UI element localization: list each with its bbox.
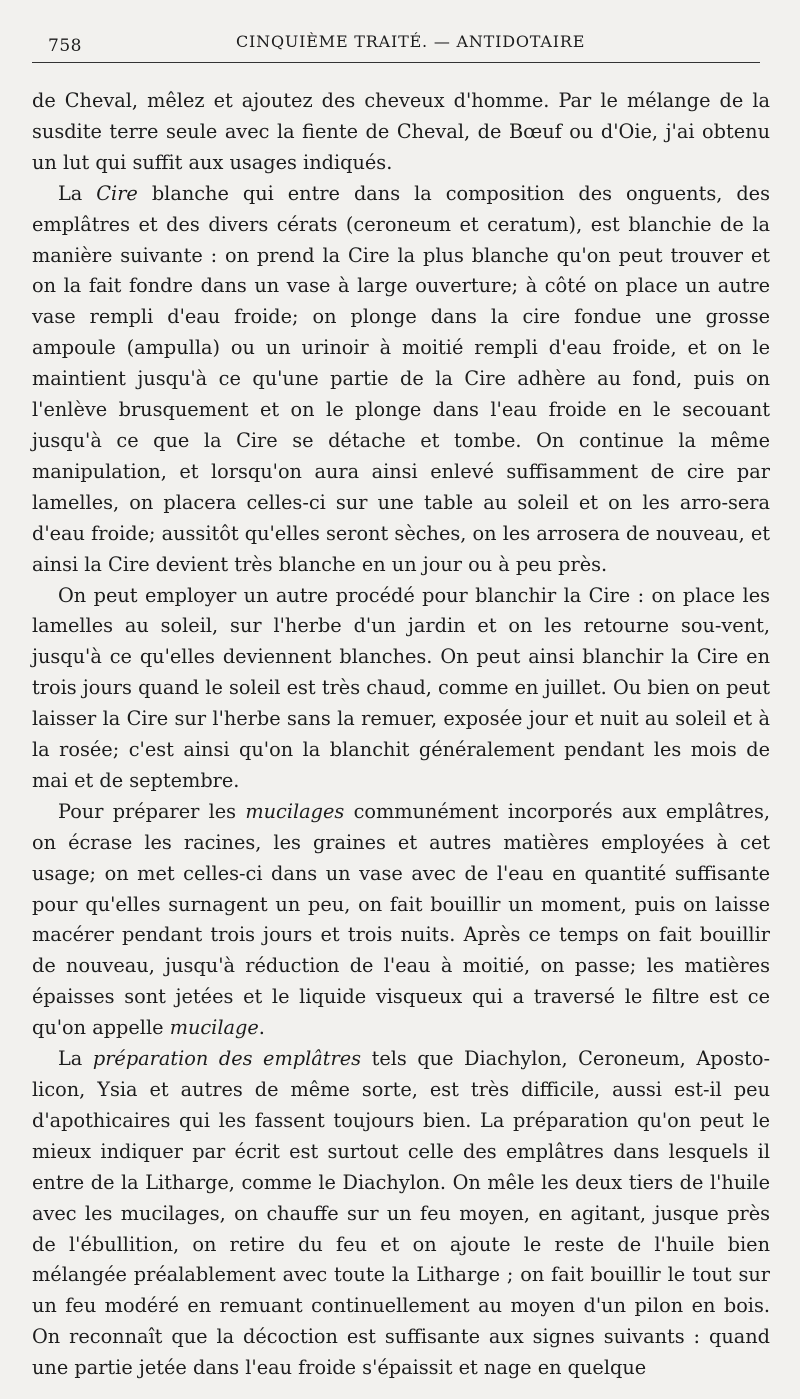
paragraph <box>32 581 770 797</box>
paragraph-text: Pour préparer les <box>58 799 246 823</box>
body-text <box>32 86 770 1384</box>
paragraph <box>32 797 770 1044</box>
page-header <box>32 26 758 58</box>
italic-term: Cire <box>96 181 138 205</box>
page-number: 758 <box>48 36 82 56</box>
running-title: CINQUIÈME TRAITÉ. — ANTIDOTAIRE <box>236 32 586 51</box>
paragraph <box>32 179 770 581</box>
paragraph-text: La <box>58 1047 93 1071</box>
paragraph-text: de Cheval, mêlez et ajoutez des cheveux d'homme. Par le mélange de la susdite terre seule avec la fiente de Cheval, de Bœuf ou d'Oie, j'ai obtenu un lut qui suffit aux usages indiqués. <box>32 89 770 174</box>
paragraph-text: . <box>258 1016 265 1040</box>
paragraph-text: blanche qui entre dans la composition des onguents, des emplâtres et des divers cérats (ceroneum et ceratum), est blanchie de la manière suivante : on prend la Cire la plus blanche qu'on peut trouver et on la fait fondre dans un vase à large ouverture; à côté on place un autre vase rempli d'eau froide; on plonge dans la cire fondue une grosse ampoule (ampulla) ou un urinoir à moitié rempli d'eau froide, et on le maintient jusqu'à ce qu'une partie de la Cire adhère au fond, puis on l'enlève brusquement et on le plonge dans l'eau froide en le secouant jusqu'à ce que la Cire se détache et tombe. On continue la même manipulation, et lorsqu'on aura ainsi enlevé suffisamment de cire par lamelles, on placera celles-ci sur une table au soleil et on les arro-sera d'eau froide; aussitôt qu'elles seront sèches, on les arrosera de nouveau, et ainsi la Cire devient très blanche en un jour ou à peu près. <box>32 181 770 576</box>
paragraph-text: tels que Diachylon, Ceroneum, Aposto-licon, Ysia et autres de même sorte, est très difficile, aussi est-il peu d'apothicaires qui les fassent toujours bien. La préparation qu'on peut le mieux indiquer par écrit est surtout celle des emplâtres dans lesquels il entre de la Litharge, comme le Diachylon. On mêle les deux tiers de l'huile avec les mucilages, on chauffe sur un feu moyen, en agitant, jusque près de l'ébullition, on retire du feu et on ajoute le reste de l'huile bien mélangée préalablement avec toute la Litharge ; on fait bouillir le tout sur un feu modéré en remuant continuellement au moyen d'un pilon en bois. On reconnaît que la décoction est suffisante aux signes suivants : quand une partie jetée dans l'eau froide s'épaissit et nage en quelque <box>32 1047 770 1380</box>
header-rule <box>32 62 760 63</box>
paragraph-text: On peut employer un autre procédé pour blanchir la Cire : on place les lamelles au soleil, sur l'herbe d'un jardin et on les retourne sou-vent, jusqu'à ce qu'elles deviennent blanches. On peut ainsi blanchir la Cire en trois jours quand le soleil est très chaud, comme en juillet. Ou bien on peut laisser la Cire sur l'herbe sans la remuer, exposée jour et nuit au soleil et à la rosée; c'est ainsi qu'on la blanchit généralement pendant les mois de mai et de septembre. <box>32 583 770 792</box>
paragraph-text: La <box>58 181 97 205</box>
italic-term: mucilage <box>169 1016 259 1040</box>
paragraph-text: communément incorporés aux emplâtres, on écrase les racines, les graines et autres matières employées à cet usage; on met celles-ci dans un vase avec de l'eau en quantité suffisante pour qu'elles surnagent un peu, on fait bouillir un moment, puis on laisse macérer pendant trois jours et trois nuits. Après ce temps on fait bouillir de nouveau, jusqu'à réduction de l'eau à moitié, on passe; les matières épaisses sont jetées et le liquide visqueux qui a traversé le filtre est ce qu'on appelle <box>32 799 770 1040</box>
paragraph <box>32 86 770 179</box>
paragraph <box>32 1044 770 1384</box>
italic-term: mucilages <box>245 799 345 823</box>
italic-term: préparation des emplâtres <box>92 1047 362 1071</box>
